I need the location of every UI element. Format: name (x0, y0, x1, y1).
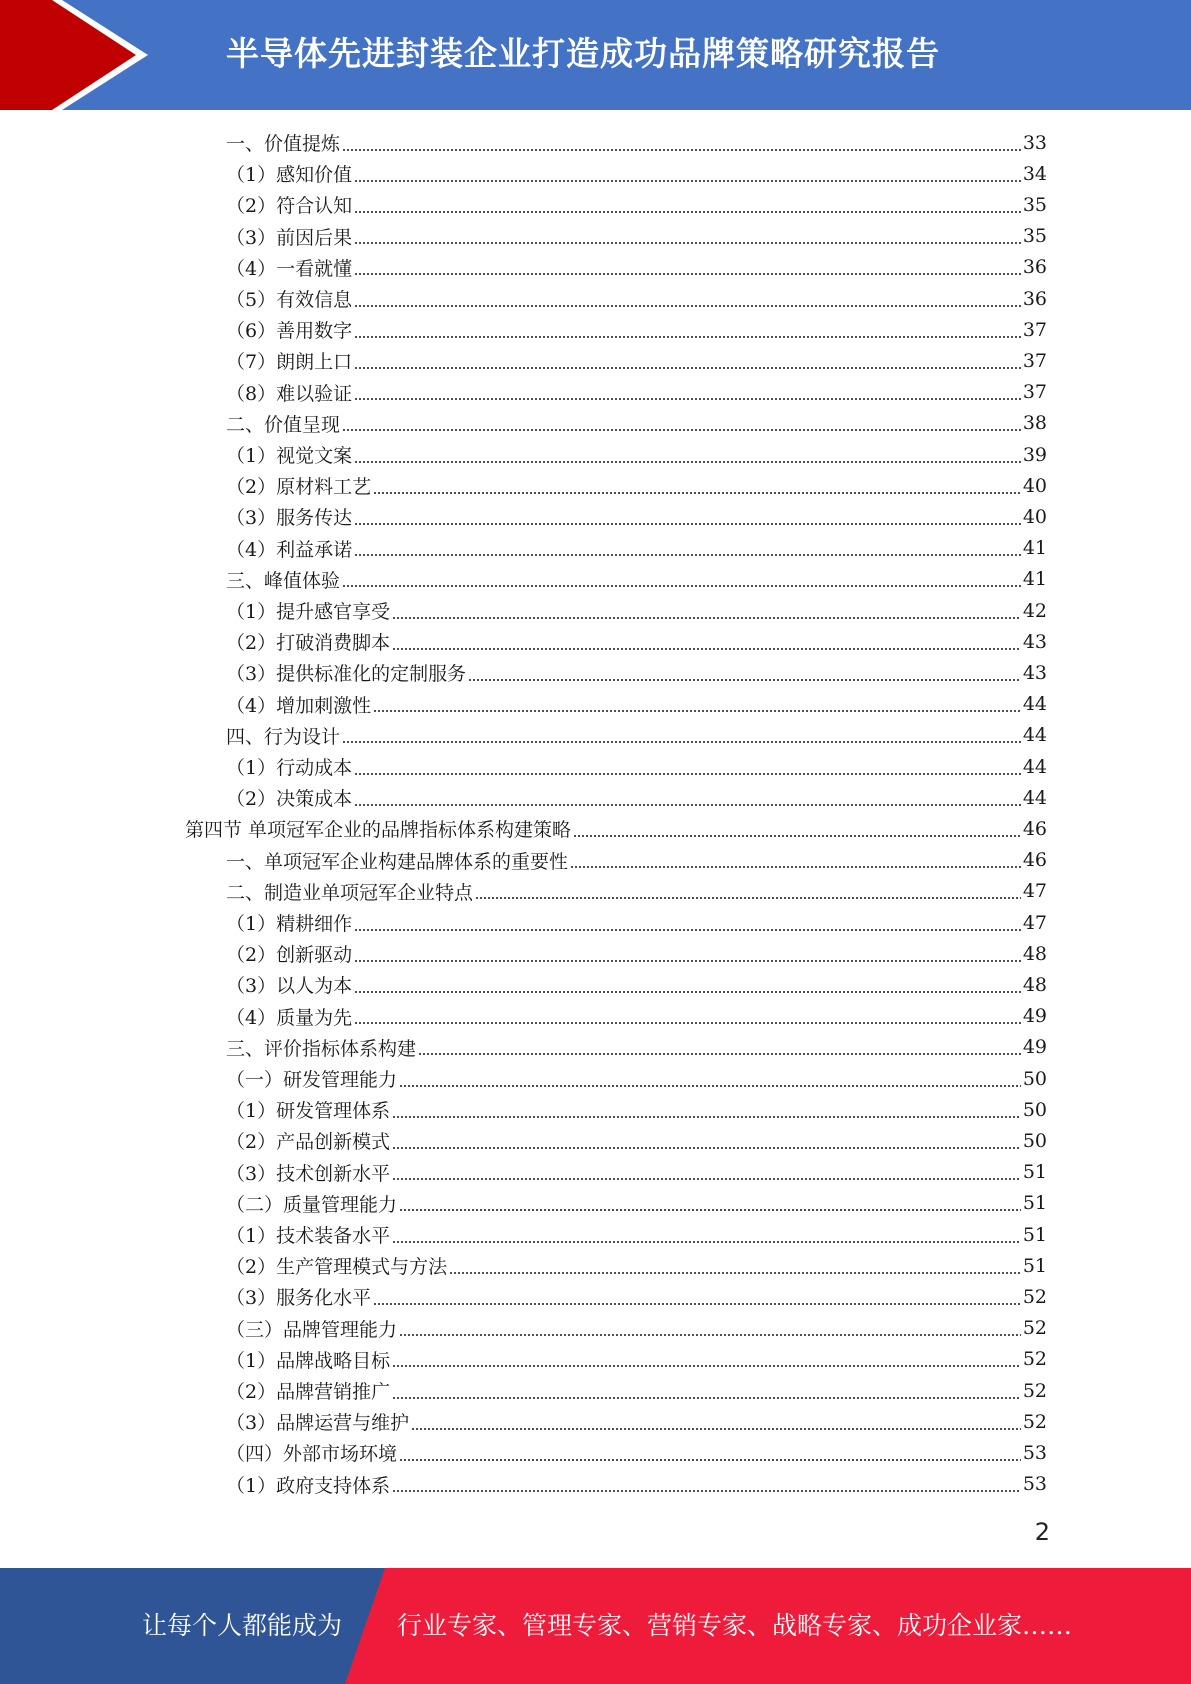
toc-entry[interactable] (226, 470, 1047, 501)
toc-dot-leader (570, 866, 1021, 868)
toc-entry[interactable] (226, 564, 1047, 595)
toc-dot-leader (392, 1116, 1021, 1118)
toc-dot-leader (342, 741, 1021, 743)
toc-entry-label: （4）一看就懂 (226, 257, 353, 280)
toc-entry-page: 51 (1022, 1223, 1047, 1246)
toc-entry-label: 二、制造业单项冠军企业特点 (226, 881, 474, 904)
toc-entry-label: （3）前因后果 (226, 226, 353, 249)
toc-entry-page: 44 (1022, 755, 1047, 778)
toc-entry-page: 41 (1022, 568, 1047, 591)
toc-entry-label: （四）外部市场环境 (226, 1443, 398, 1466)
toc-entry-label: （1）感知价值 (226, 164, 353, 187)
toc-entry[interactable] (226, 377, 1047, 408)
toc-entry-label: （1）行动成本 (226, 757, 353, 779)
toc-entry-page: 41 (1022, 537, 1047, 560)
toc-entry[interactable] (226, 1063, 1047, 1094)
toc-entry[interactable] (226, 1188, 1047, 1219)
toc-dot-leader (354, 929, 1021, 931)
toc-entry-label: （6）善用数字 (226, 320, 353, 343)
toc-entry-page: 44 (1022, 693, 1047, 716)
toc-entry-page: 46 (1022, 817, 1047, 840)
toc-entry-page: 34 (1022, 162, 1047, 185)
toc-entry[interactable] (226, 969, 1047, 1000)
toc-entry-label: （3）以人为本 (226, 975, 353, 998)
toc-entry-label: 三、评价指标体系构建 (226, 1037, 417, 1060)
toc-entry-page: 35 (1022, 225, 1047, 248)
toc-entry[interactable] (226, 595, 1047, 626)
toc-dot-leader (373, 710, 1021, 712)
toc-dot-leader (392, 1241, 1021, 1243)
toc-entry-page: 49 (1022, 1005, 1047, 1028)
toc-dot-leader (354, 804, 1021, 806)
toc-dot-leader (392, 1490, 1021, 1492)
toc-entry-page: 51 (1022, 1161, 1047, 1184)
toc-dot-leader (354, 554, 1021, 556)
toc-entry-label: 四、行为设计 (226, 725, 341, 748)
toc-entry-label: （2）原材料工艺 (226, 476, 372, 499)
toc-entry-page: 53 (1022, 1441, 1047, 1464)
toc-dot-leader (373, 1303, 1021, 1305)
toc-entry[interactable] (226, 1250, 1047, 1281)
toc-entry-page: 50 (1022, 1098, 1047, 1121)
toc-dot-leader (392, 617, 1021, 619)
toc-entry[interactable] (226, 189, 1047, 220)
toc-entry-page: 47 (1022, 880, 1047, 903)
toc-dot-leader (399, 1334, 1021, 1336)
toc-dot-leader (468, 679, 1021, 681)
toc-entry-label: （4）增加刺激性 (226, 694, 372, 717)
page-number: 2 (1034, 1518, 1050, 1546)
toc-entry[interactable] (226, 689, 1047, 720)
toc-entry-page: 37 (1022, 318, 1047, 341)
toc-entry-page: 46 (1022, 849, 1047, 872)
toc-entry-page: 50 (1022, 1129, 1047, 1152)
toc-entry-label: 第四节 单项冠军企业的品牌指标体系构建策略 (185, 819, 572, 842)
toc-entry-label: 二、价值呈现 (226, 413, 341, 436)
toc-dot-leader (573, 835, 1021, 837)
header-arrow-icon (0, 0, 160, 110)
toc-dot-leader (354, 211, 1021, 213)
toc-dot-leader (354, 773, 1021, 775)
toc-dot-leader (354, 242, 1021, 244)
toc-entry-label: （1）研发管理体系 (226, 1100, 391, 1123)
footer-slogan-left: 让每个人都能成为 (142, 1611, 343, 1640)
toc-entry[interactable] (226, 845, 1047, 876)
toc-entry[interactable] (226, 1437, 1047, 1468)
header-title: 半导体先进封装企业打造成功品牌策略研究报告 (226, 34, 940, 73)
toc-entry-label: （1）精耕细作 (226, 913, 353, 935)
page-header (0, 0, 1191, 110)
toc-entry[interactable] (185, 813, 1047, 844)
toc-dot-leader (399, 1209, 1021, 1211)
toc-dot-leader (475, 897, 1021, 899)
toc-dot-leader (342, 585, 1021, 587)
toc-entry-label: 一、价值提炼 (226, 133, 341, 155)
toc-dot-leader (392, 648, 1021, 650)
toc-dot-leader (354, 367, 1021, 369)
toc-entry-page: 51 (1022, 1254, 1047, 1277)
toc-entry-label: （4）质量为先 (226, 1006, 353, 1029)
toc-entry-label: （三）品牌管理能力 (226, 1318, 398, 1341)
toc-dot-leader (449, 1272, 1021, 1274)
toc-entry[interactable] (226, 127, 1047, 158)
toc-entry-page: 49 (1022, 1036, 1047, 1059)
toc-entry-page: 37 (1022, 381, 1047, 404)
toc-entry[interactable] (226, 626, 1047, 657)
toc-entry-page: 52 (1022, 1410, 1047, 1433)
toc-entry[interactable] (226, 1281, 1047, 1312)
toc-entry-label: （1）技术装备水平 (226, 1225, 391, 1247)
toc-entry-label: （5）有效信息 (226, 289, 353, 311)
toc-dot-leader (373, 492, 1021, 494)
toc-entry-page: 38 (1022, 412, 1047, 435)
toc-entry-label: （1）品牌战略目标 (226, 1349, 391, 1372)
toc-entry[interactable] (226, 751, 1047, 782)
toc-entry-label: （4）利益承诺 (226, 538, 353, 561)
toc-dot-leader (342, 429, 1021, 431)
toc-entry-label: （2）打破消费脚本 (226, 632, 391, 655)
toc-entry[interactable] (226, 345, 1047, 376)
toc-entry[interactable] (226, 782, 1047, 813)
toc-entry[interactable] (226, 408, 1047, 439)
toc-entry-page: 52 (1022, 1317, 1047, 1340)
toc-entry[interactable] (226, 1157, 1047, 1188)
toc-entry-page: 37 (1022, 349, 1047, 372)
toc-dot-leader (392, 1147, 1021, 1149)
toc-entry[interactable] (226, 1406, 1047, 1437)
toc-entry-label: （2）产品创新模式 (226, 1131, 391, 1154)
toc-entry-page: 40 (1022, 505, 1047, 528)
toc-entry-label: （1）视觉文案 (226, 445, 353, 467)
toc-entry-page: 52 (1022, 1348, 1047, 1371)
toc-entry[interactable] (226, 252, 1047, 283)
toc-dot-leader (354, 273, 1021, 275)
toc-dot-leader (354, 1022, 1021, 1024)
toc-entry-label: 一、单项冠军企业构建品牌体系的重要性 (226, 850, 569, 873)
toc-entry[interactable] (226, 720, 1047, 751)
toc-entry[interactable] (226, 1219, 1047, 1250)
toc-dot-leader (354, 336, 1021, 338)
toc-entry-page: 36 (1022, 256, 1047, 279)
toc-entry[interactable] (226, 314, 1047, 345)
toc-entry[interactable] (226, 1032, 1047, 1063)
toc-entry-label: （2）创新驱动 (226, 944, 353, 967)
toc-entry-page: 53 (1022, 1473, 1047, 1496)
toc-entry[interactable] (226, 657, 1047, 688)
toc-entry-label: 三、峰值体验 (226, 569, 341, 592)
toc-entry[interactable] (226, 533, 1047, 564)
footer-slogan-right: 行业专家、管理专家、营销专家、战略专家、成功企业家…… (397, 1611, 1073, 1640)
toc-entry-label: （1）提升感官享受 (226, 601, 391, 623)
toc-entry-page: 40 (1022, 474, 1047, 497)
toc-dot-leader (354, 960, 1021, 962)
toc-entry-page: 33 (1022, 131, 1047, 154)
toc-entry-label: （3）服务传达 (226, 507, 353, 530)
toc-dot-leader (392, 1397, 1021, 1399)
toc-entry[interactable] (226, 1001, 1047, 1032)
toc-dot-leader (411, 1428, 1021, 1430)
toc-entry[interactable] (226, 221, 1047, 252)
toc-entry-label: （二）质量管理能力 (226, 1193, 398, 1216)
toc-entry[interactable] (226, 439, 1047, 470)
toc-entry-label: （2）符合认知 (226, 195, 353, 218)
toc-entry-label: （7）朗朗上口 (226, 351, 353, 374)
toc-entry-page: 51 (1022, 1192, 1047, 1215)
toc-entry[interactable] (226, 501, 1047, 532)
toc-entry[interactable] (226, 158, 1047, 189)
toc-dot-leader (354, 305, 1021, 307)
toc-dot-leader (354, 461, 1021, 463)
toc-entry-page: 36 (1022, 287, 1047, 310)
toc-entry-label: （2）决策成本 (226, 788, 353, 811)
toc-entry-label: （3）技术创新水平 (226, 1162, 391, 1185)
toc-entry[interactable] (226, 907, 1047, 938)
toc-entry-page: 39 (1022, 443, 1047, 466)
toc-entry-label: （一）研发管理能力 (226, 1069, 398, 1091)
toc-dot-leader (354, 180, 1021, 182)
toc-entry[interactable] (226, 1469, 1047, 1500)
toc-entry-label: （3）提供标准化的定制服务 (226, 663, 467, 686)
toc-entry-page: 43 (1022, 661, 1047, 684)
toc-entry-label: （8）难以验证 (226, 382, 353, 405)
toc-entry-page: 48 (1022, 942, 1047, 965)
toc-entry-page: 35 (1022, 193, 1047, 216)
toc-dot-leader (354, 991, 1021, 993)
toc-entry[interactable] (226, 1375, 1047, 1406)
toc-entry[interactable] (226, 1313, 1047, 1344)
toc-entry-label: （3）品牌运营与维护 (226, 1412, 410, 1435)
toc-entry-label: （1）政府支持体系 (226, 1474, 391, 1497)
toc-entry-page: 48 (1022, 973, 1047, 996)
toc-entry-label: （2）品牌营销推广 (226, 1381, 391, 1403)
toc-entry-page: 47 (1022, 911, 1047, 934)
toc-entry-page: 50 (1022, 1067, 1047, 1090)
toc-entry[interactable] (226, 876, 1047, 907)
toc-dot-leader (399, 1459, 1021, 1461)
toc-entry[interactable] (226, 283, 1047, 314)
toc-entry-page: 42 (1022, 599, 1047, 622)
toc-entry[interactable] (226, 938, 1047, 969)
toc-entry-page: 44 (1022, 724, 1047, 747)
toc-entry-label: （3）服务化水平 (226, 1287, 372, 1310)
toc-entry-page: 52 (1022, 1379, 1047, 1402)
toc-dot-leader (342, 149, 1021, 151)
toc-entry[interactable] (226, 1094, 1047, 1125)
toc-dot-leader (392, 1178, 1021, 1180)
toc-entry[interactable] (226, 1344, 1047, 1375)
toc-entry-label: （2）生产管理模式与方法 (226, 1256, 448, 1279)
toc-entry-page: 52 (1022, 1285, 1047, 1308)
toc-entry-page: 43 (1022, 630, 1047, 653)
toc-entry-page: 44 (1022, 786, 1047, 809)
toc-entry[interactable] (226, 1125, 1047, 1156)
toc-dot-leader (418, 1053, 1021, 1055)
toc-dot-leader (399, 1085, 1021, 1087)
toc-dot-leader (354, 523, 1021, 525)
toc-dot-leader (354, 398, 1021, 400)
page-footer (0, 1568, 1191, 1684)
toc-dot-leader (392, 1365, 1021, 1367)
